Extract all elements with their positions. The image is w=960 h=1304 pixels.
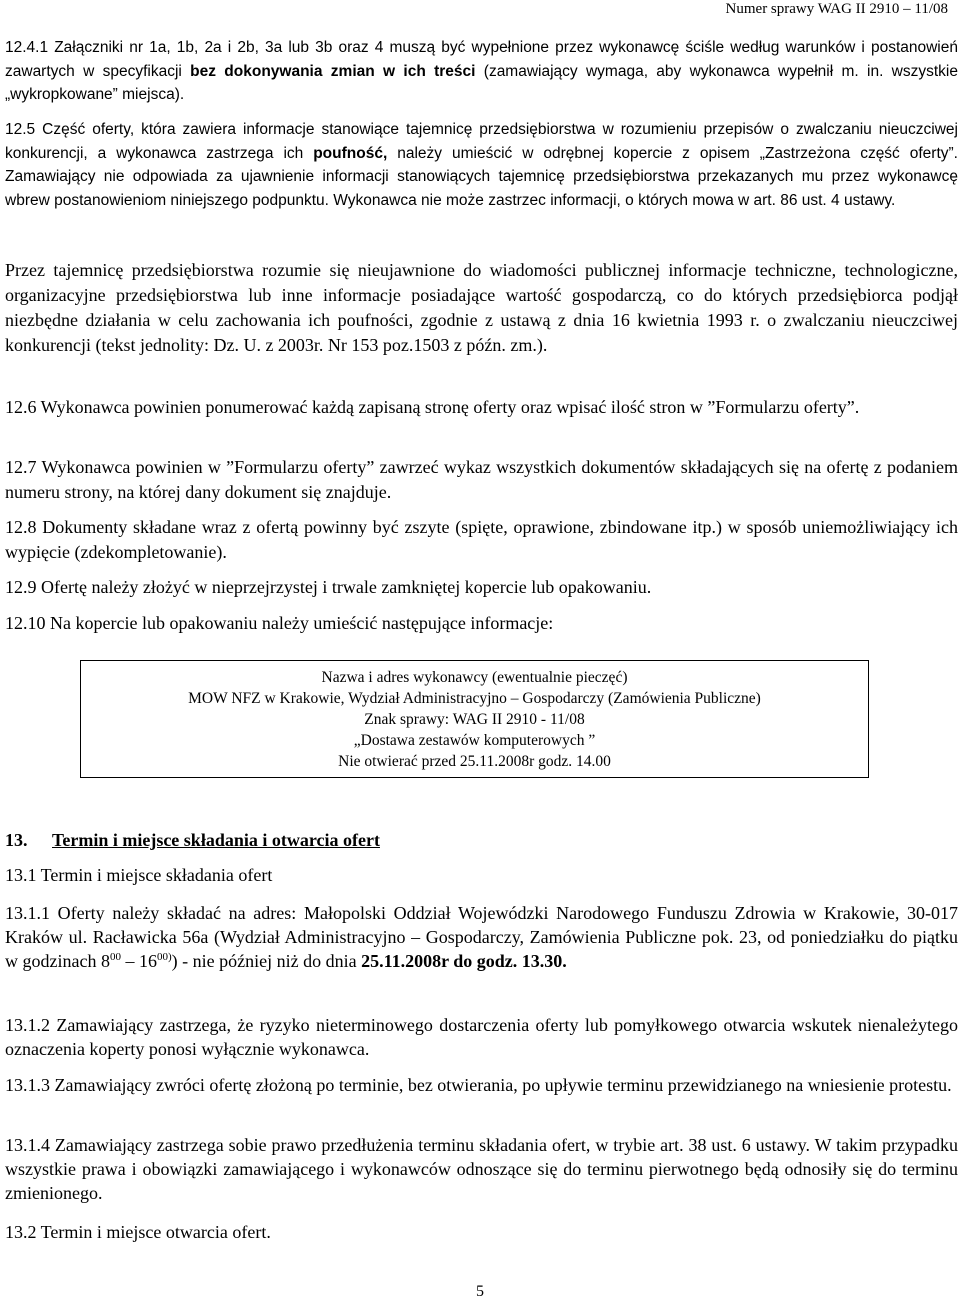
case-number-header: Numer sprawy WAG II 2910 – 11/08: [725, 1, 948, 17]
paragraph-12-8: 12.8 Dokumenty składane wraz z ofertą powinny być zszyte (spięte, oprawione, zbindowane itp.) w sposób uniemożliwiający ich wypięcie (zdekompletowanie).: [5, 517, 958, 562]
paragraph-trade-secret: Przez tajemnicę przedsiębiorstwa rozumie się nieujawnione do wiadomości publicznej informacje techniczne, technologiczne, organizacyjne przedsiębiorstwa lub inne informacje posiadające wartość gospodarczą, co do których przedsiębiorca podjął niezbędne działania w celu zachowania ich poufności, zgodnie z ustawą z dnia 16 kwietnia 1993 r. o zwalczaniu nieuczciwej konkurencji (tekst jednolity: Dz. U. z 2003r. Nr 153 poz.1503 z późn. zm.).: [5, 260, 958, 355]
page-number: 5: [476, 1283, 484, 1300]
paragraph-12-4-1-text-c: (zamawiający wymaga, aby wykonawca wypełnił m. in. wszystkie „wykropkowane” miejsca).: [5, 62, 958, 103]
paragraph-12-4-1-text-a: 12.4.1 Załączniki nr 1a, 1b, 2a i 2b, 3a lub 3b oraz 4 muszą być wypełnione przez wykonawcę ściśle według warunków i postanowień zawartych w specyfikacji: [5, 39, 958, 80]
paragraph-13-1-1-text-a: 13.1.1 Oferty należy składać na adres: Małopolski Oddział Wojewódzki Narodowego Funduszu Zdrowia w Krakowie, 30-017 Kraków ul. Racławicka 56a (Wydział Administracyjno – Gospodarczy, Zamówienia Publiczne pok. 23, od poniedziałku do piątku w godzinach 8: [5, 903, 958, 971]
paragraph-12-7: 12.7 Wykonawca powinien w ”Formularzu oferty” zawrzeć wykaz wszystkich dokumentów składających się na ofertę z podaniem numeru strony, na której dany dokument się znajduje.: [5, 457, 958, 502]
envelope-line-case-mark: Znak sprawy: WAG II 2910 - 11/08: [364, 711, 585, 728]
paragraph-12-10: 12.10 Na kopercie lub opakowaniu należy umieścić następujące informacje:: [5, 613, 554, 633]
paragraph-12-5: [5, 118, 958, 212]
envelope-line-do-not-open: Nie otwierać przed 25.11.2008r godz. 14.00: [338, 753, 611, 770]
paragraph-12-5-bold: poufność,: [313, 144, 388, 162]
paragraph-13-1-1-text-c: ) - nie później niż do dnia: [171, 951, 362, 971]
envelope-line-contractor: Nazwa i adres wykonawcy (ewentualnie pieczęć): [321, 669, 628, 686]
paragraph-12-5-text-c: należy umieścić w odrębnej kopercie z opisem „Zastrzeżona część oferty”. Zamawiający nie odpowiada za ujawnienie informacji stanowiących tajemnicę przedsiębiorstwa przekazanych mu przez wykonawcę wbrew postanowieniom niniejszego podpunktu. Wykonawca nie może zastrzec informacji, o których mowa w art. 86 ust. 4 ustawy.: [5, 144, 958, 209]
paragraph-12-5-text-a: 12.5 Część oferty, która zawiera informacje stanowiące tajemnicę przedsiębiorstwa w rozumieniu przepisów o zwalczaniu nieuczciwej konkurencji, a wykonawca zastrzega ich: [5, 121, 958, 162]
paragraph-12-6: 12.6 Wykonawca powinien ponumerować każdą zapisaną stronę oferty oraz wpisać ilość stron w ”Formularzu oferty”.: [5, 397, 860, 417]
paragraph-13-1-1-sup-1: 00: [109, 951, 121, 963]
paragraph-12-9: 12.9 Ofertę należy złożyć w nieprzejrzystej i trwale zamkniętej kopercie lub opakowaniu.: [5, 577, 652, 597]
paragraph-13-2: 13.2 Termin i miejsce otwarcia ofert.: [5, 1222, 271, 1242]
paragraph-13-1-1: [5, 901, 958, 973]
paragraph-12-4-1: [5, 36, 958, 107]
paragraph-13-1-1-deadline: 25.11.2008r do godz. 13.30.: [361, 951, 567, 971]
envelope-line-subject: „Dostawa zestawów komputerowych ”: [353, 732, 596, 749]
paragraph-13-1: 13.1 Termin i miejsce składania ofert: [5, 865, 273, 885]
paragraph-13-1-2: 13.1.2 Zamawiający zastrzega, że ryzyko nieterminowego dostarczenia oferty lub pomyłkowego otwarcia wskutek nienależytego oznaczenia koperty ponosi wyłącznie wykonawca.: [5, 1015, 958, 1059]
section-13-number: 13.: [5, 830, 28, 850]
paragraph-13-1-3: 13.1.3 Zamawiający zwróci ofertę złożoną po terminie, bez otwierania, po upływie terminu przewidzianego na wniesienie protestu.: [5, 1075, 952, 1095]
envelope-line-recipient: MOW NFZ w Krakowie, Wydział Administracyjno – Gospodarczy (Zamówienia Publiczne): [188, 690, 761, 707]
paragraph-13-1-1-text-mid: – 16: [120, 951, 157, 971]
paragraph-13-1-4: 13.1.4 Zamawiający zastrzega sobie prawo przedłużenia terminu składania ofert, w trybie art. 38 ust. 6 ustawy. W takim przypadku wszystkie prawa i obowiązki zamawiającego i wykonawców odnoszące się do terminu pierwotnego będą odnosiły się do terminu zmienionego.: [5, 1135, 958, 1203]
section-13-heading: [5, 828, 380, 853]
section-13-title: Termin i miejsce składania i otwarcia ofert: [52, 830, 380, 850]
paragraph-13-1-1-sup-2: 00): [156, 951, 172, 963]
paragraph-12-4-1-bold: bez dokonywania zmian w ich treści: [190, 62, 476, 80]
envelope-label-box: [80, 660, 869, 778]
